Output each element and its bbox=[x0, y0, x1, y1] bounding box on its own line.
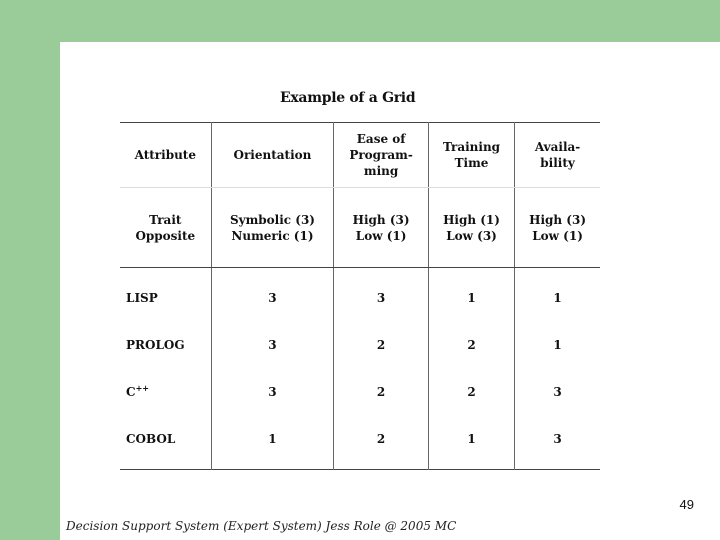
table-row bbox=[120, 268, 600, 326]
row-value: 3 bbox=[211, 365, 334, 419]
trait-training: High (1) Low (3) bbox=[428, 188, 514, 268]
row-value: 3 bbox=[334, 268, 429, 326]
row-name: COBOL bbox=[126, 432, 176, 446]
superscript: ++ bbox=[135, 383, 149, 393]
row-value: 3 bbox=[211, 268, 334, 326]
slide bbox=[60, 42, 720, 540]
trait-label: Trait Opposite bbox=[120, 188, 211, 268]
row-value: 2 bbox=[334, 365, 429, 419]
row-value: 2 bbox=[334, 325, 429, 365]
header-training-time: Training Time bbox=[428, 123, 514, 188]
row-name: C++ bbox=[126, 383, 149, 399]
row-value: 3 bbox=[515, 365, 600, 419]
grid-title: Example of a Grid bbox=[280, 90, 416, 106]
row-value: 1 bbox=[428, 419, 514, 470]
header-row bbox=[120, 123, 600, 188]
header-attribute: Attribute bbox=[120, 123, 211, 188]
header-ease-of-programming: Ease of Program- ming bbox=[334, 123, 429, 188]
table-row bbox=[120, 365, 600, 419]
trait-orientation: Symbolic (3) Numeric (1) bbox=[211, 188, 334, 268]
page-number: 49 bbox=[679, 497, 694, 512]
grid-table bbox=[120, 122, 600, 470]
header-availability: Availa- bility bbox=[515, 123, 600, 188]
row-name: LISP bbox=[126, 290, 158, 305]
row-value: 1 bbox=[515, 268, 600, 326]
trait-availability: High (3) Low (1) bbox=[515, 188, 600, 268]
trait-row bbox=[120, 188, 600, 268]
row-value: 2 bbox=[428, 325, 514, 365]
row-value: 3 bbox=[515, 419, 600, 470]
row-value: 2 bbox=[428, 365, 514, 419]
row-value: 1 bbox=[515, 325, 600, 365]
header-orientation: Orientation bbox=[211, 123, 334, 188]
row-value: 2 bbox=[334, 419, 429, 470]
table-row bbox=[120, 325, 600, 365]
row-value: 3 bbox=[211, 325, 334, 365]
footer-text: Decision Support System (Expert System) Jess Role @ 2005 MC bbox=[66, 519, 457, 533]
trait-ease: High (3) Low (1) bbox=[334, 188, 429, 268]
row-value: 1 bbox=[211, 419, 334, 470]
table-row bbox=[120, 419, 600, 470]
row-name: PROLOG bbox=[126, 338, 185, 352]
row-value: 1 bbox=[428, 268, 514, 326]
